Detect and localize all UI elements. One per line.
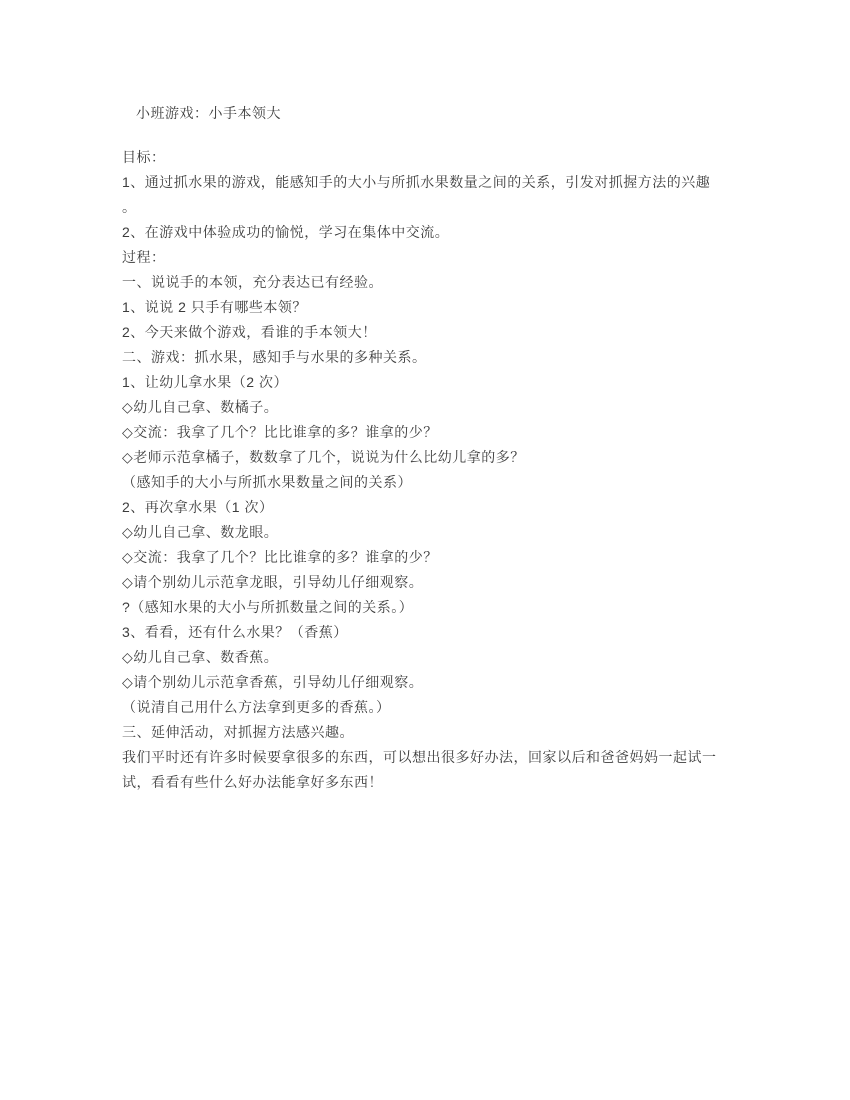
- text-line-process-heading: 过程：: [122, 249, 166, 265]
- text-line: ?（感知水果的大小与所抓数量之间的关系。）: [122, 599, 414, 615]
- document-content: [122, 101, 762, 795]
- text-line: ◇交流：我拿了几个？比比谁拿的多？谁拿的少？: [122, 424, 438, 440]
- text-line: 试，看看有些什么好办法能拿好多东西！: [122, 774, 383, 790]
- text-line: ◇幼儿自己拿、数龙眼。: [122, 524, 279, 540]
- text-line: 2、在游戏中体验成功的愉悦，学习在集体中交流。: [122, 224, 450, 240]
- text-line: ◇幼儿自己拿、数香蕉。: [122, 649, 279, 665]
- text-line: ◇请个别幼儿示范拿龙眼，引导幼儿仔细观察。: [122, 574, 424, 590]
- blank-line: [122, 126, 762, 145]
- text-line: ◇交流：我拿了几个？比比谁拿的多？谁拿的少？: [122, 549, 438, 565]
- text-line: 。: [122, 199, 137, 215]
- text-line: 1、说说 2 只手有哪些本领？: [122, 299, 307, 315]
- text-line: 二、游戏：抓水果，感知手与水果的多种关系。: [122, 349, 427, 365]
- text-line: 1、让幼儿拿水果（2 次）: [122, 374, 288, 390]
- text-line: ◇幼儿自己拿、数橘子。: [122, 399, 279, 415]
- text-line: （感知手的大小与所抓水果数量之间的关系）: [122, 474, 412, 490]
- text-line: 我们平时还有许多时候要拿很多的东西，可以想出很多好办法，回家以后和爸爸妈妈一起试一: [122, 749, 717, 765]
- text-line: 2、再次拿水果（1 次）: [122, 499, 274, 515]
- text-line: ◇老师示范拿橘子，数数拿了几个，说说为什么比幼儿拿的多？: [122, 449, 525, 465]
- text-line: 一、说说手的本领，充分表达已有经验。: [122, 274, 383, 290]
- text-line: （说清自己用什么方法拿到更多的香蕉。）: [122, 699, 391, 715]
- text-line: 2、今天来做个游戏，看谁的手本领大！: [122, 324, 377, 340]
- text-line-goal-heading: 目标：: [122, 149, 166, 165]
- document-title: 小班游戏：小手本领大: [136, 105, 281, 121]
- text-line: ◇请个别幼儿示范拿香蕉，引导幼儿仔细观察。: [122, 674, 424, 690]
- text-line: 1、通过抓水果的游戏，能感知手的大小与所抓水果数量之间的关系，引发对抓握方法的兴趣: [122, 174, 711, 190]
- text-line: 三、延伸活动，对抓握方法感兴趣。: [122, 724, 354, 740]
- text-line: 3、看看，还有什么水果？（香蕉）: [122, 624, 348, 640]
